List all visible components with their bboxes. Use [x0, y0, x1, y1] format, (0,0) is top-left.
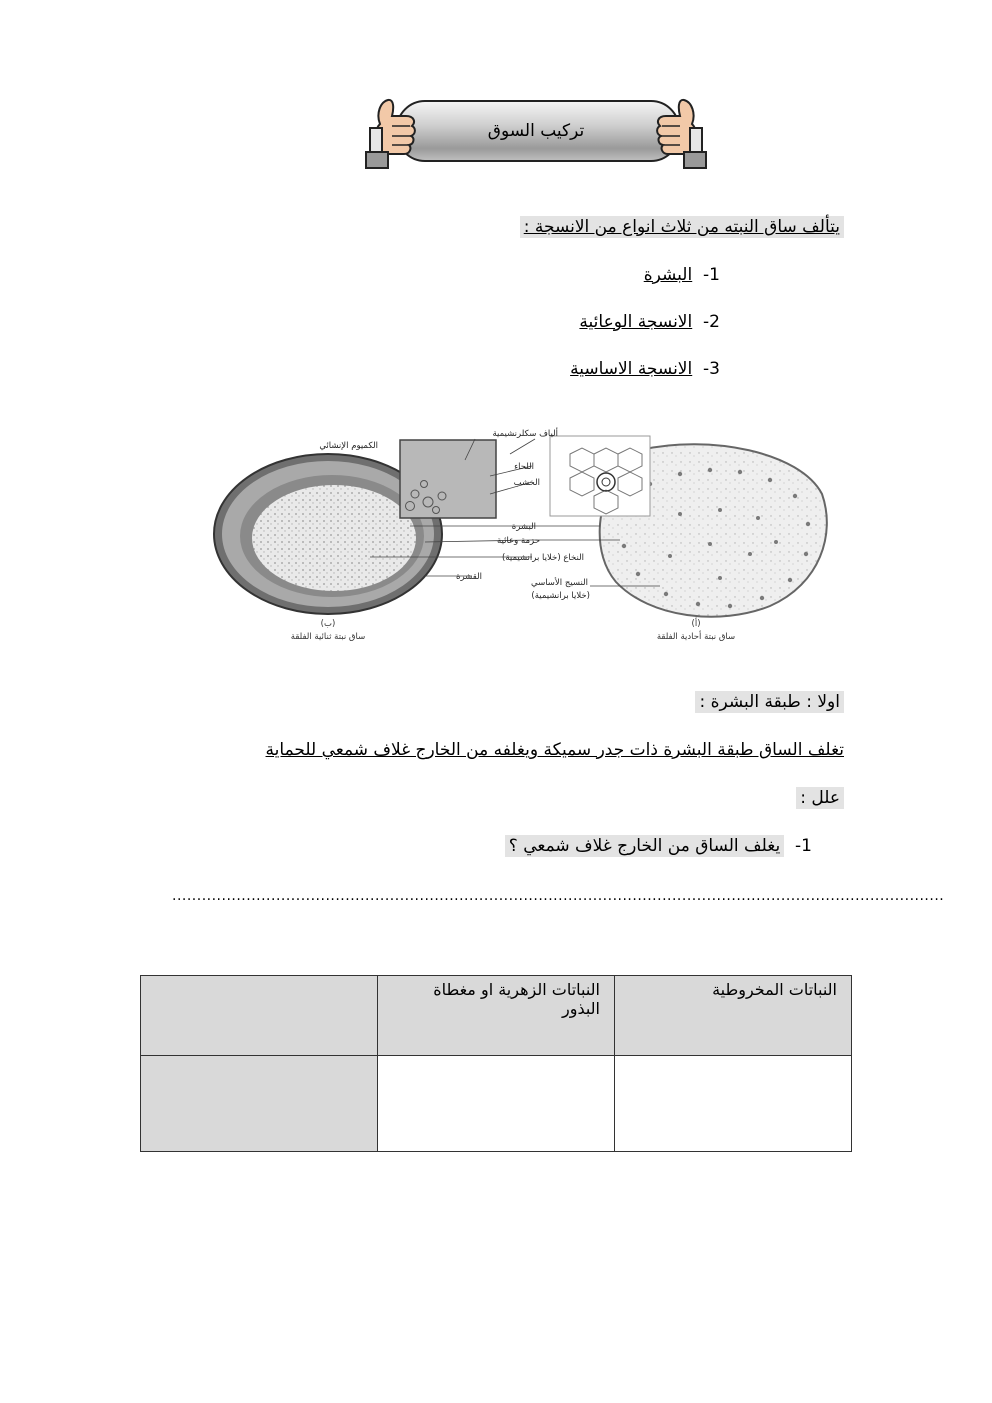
section-heading — [695, 692, 844, 712]
label-cambium: الكميوم الإنشائي — [319, 441, 378, 451]
label-sclerenchyma-fibers: ألياف سكلرنشيمية — [492, 429, 558, 439]
question-number: 1- — [795, 836, 812, 856]
caption-b-letter: (ب) — [320, 619, 336, 629]
list-item — [644, 265, 720, 285]
label-phloem: اللحاء — [514, 462, 534, 472]
header-cell-conifers: النباتات المخروطية — [615, 976, 852, 1056]
section-body-text: تغلف الساق طبقة البشرة ذات جدر سميكة ويغلفه من الخارج غلاف شمعي للحماية — [265, 740, 844, 760]
reason-label-text: علل : — [796, 787, 844, 809]
question-text: يغلف الساق من الخارج غلاف شمعي ؟ — [505, 835, 784, 857]
header-cell-empty — [141, 976, 378, 1056]
list-label: الانسجة الاساسية — [570, 359, 693, 379]
list-number: 2- — [703, 312, 720, 332]
label-ground-tissue: النسيج الأساسي — [531, 578, 588, 588]
table-row — [141, 1056, 852, 1152]
label-vascular-bundle: حزمة وعائية — [496, 536, 540, 546]
label-epidermis: البشرة — [511, 522, 536, 532]
page-title: تركيب السوق — [487, 121, 585, 141]
label-xylem: الخشب — [513, 478, 540, 488]
caption-dicot: ساق نبتة ثنائية الفلقة — [290, 632, 366, 642]
section-text — [266, 740, 844, 760]
label-pith: النخاع (خلايا برانشيمية) — [502, 553, 584, 563]
comparison-table — [140, 975, 852, 1152]
list-item — [570, 359, 720, 379]
list-number: 1- — [703, 265, 720, 285]
list-label: الانسجة الوعائية — [579, 312, 693, 332]
caption-monocot: ساق نبتة أحادية الفلقة — [656, 632, 736, 642]
label-cortex: القشرة — [456, 572, 482, 582]
list-item — [579, 312, 720, 332]
table-header-row — [141, 976, 852, 1056]
intro-line — [520, 217, 844, 237]
question-item — [505, 836, 812, 856]
label-ground-tissue-note: (خلايا برانشيمية) — [531, 591, 590, 601]
stem-cross-section-figure — [210, 414, 830, 648]
intro-text: يتألف ساق النبته من ثلاث انواع من الانسجة : — [520, 216, 844, 238]
table-cell[interactable] — [615, 1056, 852, 1152]
list-label: البشرة — [643, 265, 693, 285]
reason-label — [796, 788, 844, 808]
title-banner — [366, 92, 706, 170]
section-heading-text: اولا : طبقة البشرة : — [695, 691, 844, 713]
answer-line[interactable]: ............................................................................................................................................................ — [172, 888, 945, 904]
table-cell[interactable] — [378, 1056, 615, 1152]
list-number: 3- — [703, 359, 720, 379]
header-cell-angiosperms: النباتات الزهرية او مغطاة البذور — [378, 976, 615, 1056]
caption-a-letter: (أ) — [691, 619, 701, 629]
table-cell[interactable] — [141, 1056, 378, 1152]
